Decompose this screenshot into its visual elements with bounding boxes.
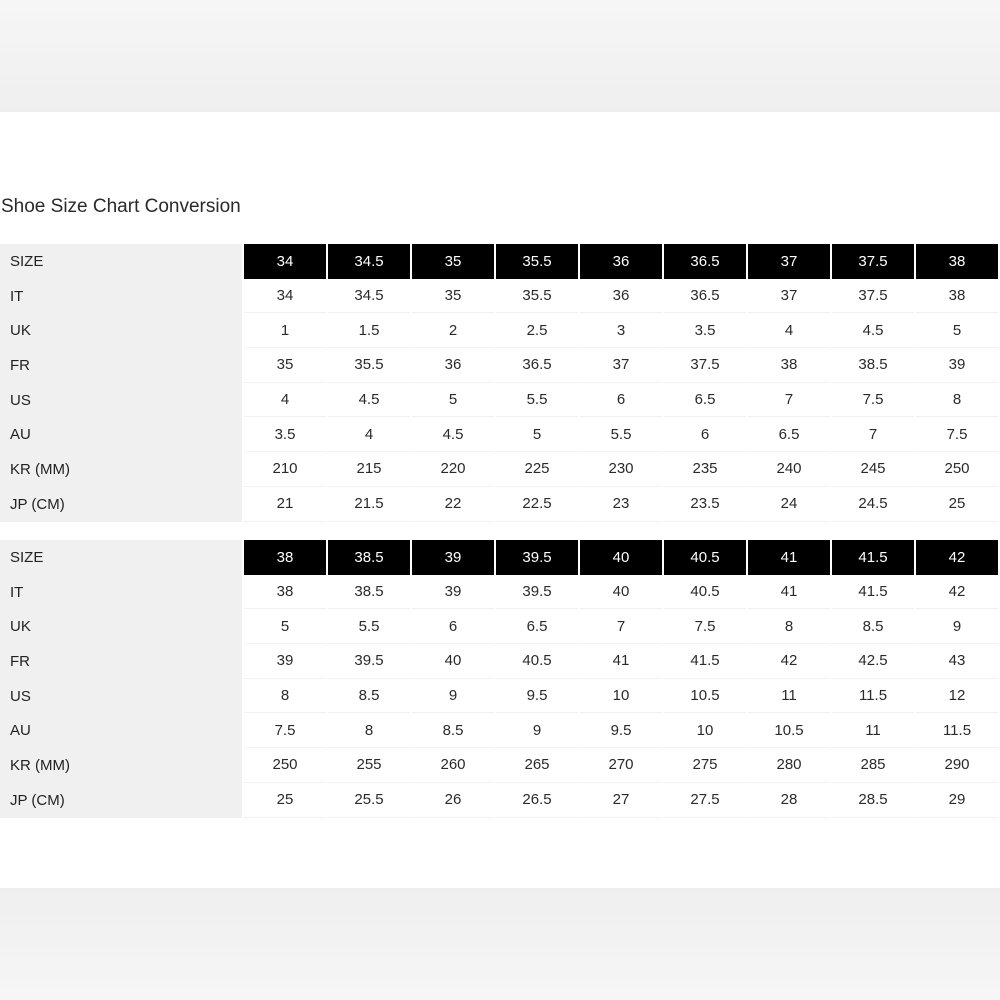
table-cell: 7.5	[244, 713, 326, 748]
table-cell: 40	[412, 644, 494, 679]
table-cell: 285	[832, 748, 914, 783]
bottom-background-band	[0, 888, 1000, 1000]
table-cell: 9.5	[496, 679, 578, 714]
table-cell: 11.5	[832, 679, 914, 714]
row-label: US	[0, 679, 242, 714]
table-cell: 8.5	[328, 679, 410, 714]
table-cell: 41.5	[664, 644, 746, 679]
table-cell: 35.5	[496, 279, 578, 314]
table-cell: 5	[916, 313, 998, 348]
table-cell: 23	[580, 487, 662, 522]
table-cell: 41	[748, 575, 830, 610]
row-label: AU	[0, 417, 242, 452]
table-cell: 8.5	[412, 713, 494, 748]
table-cell: 12	[916, 679, 998, 714]
table-cell: 6.5	[664, 383, 746, 418]
row-label: SIZE	[0, 244, 242, 279]
table-cell: 26	[412, 783, 494, 818]
table-cell: 36.5	[496, 348, 578, 383]
size-header-cell: 40.5	[664, 540, 746, 575]
table-cell: 280	[748, 748, 830, 783]
table-cell: 5.5	[580, 417, 662, 452]
size-header-cell: 38	[916, 244, 998, 279]
table-cell: 21	[244, 487, 326, 522]
size-header-cell: 35	[412, 244, 494, 279]
table-cell: 37.5	[664, 348, 746, 383]
table-cell: 41	[580, 644, 662, 679]
table-cell: 2.5	[496, 313, 578, 348]
table-cell: 4.5	[412, 417, 494, 452]
size-header-cell: 34	[244, 244, 326, 279]
table-cell: 29	[916, 783, 998, 818]
table-cell: 2	[412, 313, 494, 348]
table-cell: 38	[244, 575, 326, 610]
table-cell: 6	[664, 417, 746, 452]
size-header-cell: 37.5	[832, 244, 914, 279]
size-header-cell: 34.5	[328, 244, 410, 279]
table-cell: 240	[748, 452, 830, 487]
table-cell: 7.5	[664, 609, 746, 644]
table-cell: 35	[244, 348, 326, 383]
table-cell: 8	[244, 679, 326, 714]
table-cell: 245	[832, 452, 914, 487]
size-header-cell: 39	[412, 540, 494, 575]
row-label: FR	[0, 644, 242, 679]
table-cell: 39.5	[496, 575, 578, 610]
table-row	[0, 417, 1000, 452]
table-cell: 36	[412, 348, 494, 383]
table-cell: 35.5	[328, 348, 410, 383]
table-cell: 41.5	[832, 575, 914, 610]
table-cell: 25.5	[328, 783, 410, 818]
table-row	[0, 575, 1000, 610]
table-cell: 225	[496, 452, 578, 487]
table-cell: 9	[496, 713, 578, 748]
table-cell: 7.5	[832, 383, 914, 418]
table-cell: 11.5	[916, 713, 998, 748]
table-row	[0, 383, 1000, 418]
table-row	[0, 313, 1000, 348]
table-cell: 8.5	[832, 609, 914, 644]
size-header-cell: 38.5	[328, 540, 410, 575]
table-cell: 38	[916, 279, 998, 314]
table-cell: 27.5	[664, 783, 746, 818]
table-cell: 255	[328, 748, 410, 783]
table-cell: 36.5	[664, 279, 746, 314]
table-cell: 39	[916, 348, 998, 383]
table-cell: 35	[412, 279, 494, 314]
table-cell: 8	[748, 609, 830, 644]
table-cell: 290	[916, 748, 998, 783]
table-cell: 43	[916, 644, 998, 679]
table-cell: 24.5	[832, 487, 914, 522]
table-cell: 10.5	[664, 679, 746, 714]
row-label: IT	[0, 575, 242, 610]
table-cell: 7	[748, 383, 830, 418]
table-cell: 22.5	[496, 487, 578, 522]
table-cell: 25	[916, 487, 998, 522]
size-header-cell: 36	[580, 244, 662, 279]
table-cell: 235	[664, 452, 746, 487]
table-row	[0, 644, 1000, 679]
table-cell: 28	[748, 783, 830, 818]
table-cell: 3.5	[664, 313, 746, 348]
size-header-cell: 41.5	[832, 540, 914, 575]
table-cell: 8	[916, 383, 998, 418]
table-cell: 3.5	[244, 417, 326, 452]
table-cell: 40.5	[664, 575, 746, 610]
size-header-cell: 38	[244, 540, 326, 575]
row-label: IT	[0, 279, 242, 314]
table-cell: 23.5	[664, 487, 746, 522]
table-cell: 40	[580, 575, 662, 610]
table-cell: 4.5	[832, 313, 914, 348]
row-label: KR (MM)	[0, 748, 242, 783]
size-header-cell: 37	[748, 244, 830, 279]
table-row	[0, 348, 1000, 383]
table-cell: 6	[412, 609, 494, 644]
table-cell: 250	[244, 748, 326, 783]
row-label: SIZE	[0, 540, 242, 575]
table-cell: 38.5	[832, 348, 914, 383]
table-cell: 36	[580, 279, 662, 314]
table-cell: 4.5	[328, 383, 410, 418]
table-cell: 37	[580, 348, 662, 383]
table-cell: 5.5	[496, 383, 578, 418]
size-header-cell: 41	[748, 540, 830, 575]
table-cell: 9	[412, 679, 494, 714]
table-cell: 42.5	[832, 644, 914, 679]
table-row	[0, 748, 1000, 783]
table-row	[0, 679, 1000, 714]
table-cell: 1	[244, 313, 326, 348]
table-cell: 275	[664, 748, 746, 783]
table-cell: 6.5	[496, 609, 578, 644]
table-cell: 34.5	[328, 279, 410, 314]
table-cell: 40.5	[496, 644, 578, 679]
table-cell: 5.5	[328, 609, 410, 644]
table-cell: 11	[748, 679, 830, 714]
table-row	[0, 783, 1000, 818]
table-cell: 5	[412, 383, 494, 418]
table-cell: 7	[832, 417, 914, 452]
table-cell: 4	[748, 313, 830, 348]
size-chart-table-2	[0, 540, 1000, 818]
table-cell: 10	[664, 713, 746, 748]
table-cell: 38.5	[328, 575, 410, 610]
size-header-row	[0, 244, 1000, 279]
page-title: Shoe Size Chart Conversion	[1, 196, 241, 217]
table-cell: 26.5	[496, 783, 578, 818]
row-label: US	[0, 383, 242, 418]
table-cell: 9	[916, 609, 998, 644]
table-cell: 39	[244, 644, 326, 679]
table-cell: 6	[580, 383, 662, 418]
size-header-cell: 36.5	[664, 244, 746, 279]
table-cell: 10.5	[748, 713, 830, 748]
table-cell: 6.5	[748, 417, 830, 452]
table-cell: 37.5	[832, 279, 914, 314]
table-cell: 25	[244, 783, 326, 818]
table-cell: 270	[580, 748, 662, 783]
table-cell: 8	[328, 713, 410, 748]
table-cell: 37	[748, 279, 830, 314]
table-cell: 265	[496, 748, 578, 783]
table-cell: 260	[412, 748, 494, 783]
table-cell: 215	[328, 452, 410, 487]
table-cell: 39.5	[328, 644, 410, 679]
top-background-band	[0, 0, 1000, 112]
size-header-cell: 39.5	[496, 540, 578, 575]
table-cell: 39	[412, 575, 494, 610]
table-cell: 220	[412, 452, 494, 487]
table-cell: 10	[580, 679, 662, 714]
row-label: UK	[0, 313, 242, 348]
row-label: JP (CM)	[0, 487, 242, 522]
table-cell: 22	[412, 487, 494, 522]
table-row	[0, 713, 1000, 748]
table-cell: 7.5	[916, 417, 998, 452]
size-header-cell: 42	[916, 540, 998, 575]
table-cell: 5	[244, 609, 326, 644]
table-cell: 1.5	[328, 313, 410, 348]
table-row	[0, 452, 1000, 487]
table-cell: 4	[328, 417, 410, 452]
row-label: KR (MM)	[0, 452, 242, 487]
table-cell: 24	[748, 487, 830, 522]
size-header-cell: 40	[580, 540, 662, 575]
table-cell: 34	[244, 279, 326, 314]
row-label: FR	[0, 348, 242, 383]
table-cell: 3	[580, 313, 662, 348]
table-cell: 42	[748, 644, 830, 679]
table-cell: 250	[916, 452, 998, 487]
row-label: JP (CM)	[0, 783, 242, 818]
row-label: AU	[0, 713, 242, 748]
table-cell: 230	[580, 452, 662, 487]
table-cell: 210	[244, 452, 326, 487]
table-cell: 28.5	[832, 783, 914, 818]
table-cell: 27	[580, 783, 662, 818]
table-cell: 11	[832, 713, 914, 748]
row-label: UK	[0, 609, 242, 644]
table-row	[0, 609, 1000, 644]
table-cell: 9.5	[580, 713, 662, 748]
table-cell: 42	[916, 575, 998, 610]
table-cell: 5	[496, 417, 578, 452]
table-row	[0, 279, 1000, 314]
size-header-cell: 35.5	[496, 244, 578, 279]
table-cell: 4	[244, 383, 326, 418]
table-cell: 21.5	[328, 487, 410, 522]
size-header-row	[0, 540, 1000, 575]
table-cell: 38	[748, 348, 830, 383]
size-chart-table-1	[0, 244, 1000, 522]
table-cell: 7	[580, 609, 662, 644]
table-row	[0, 487, 1000, 522]
